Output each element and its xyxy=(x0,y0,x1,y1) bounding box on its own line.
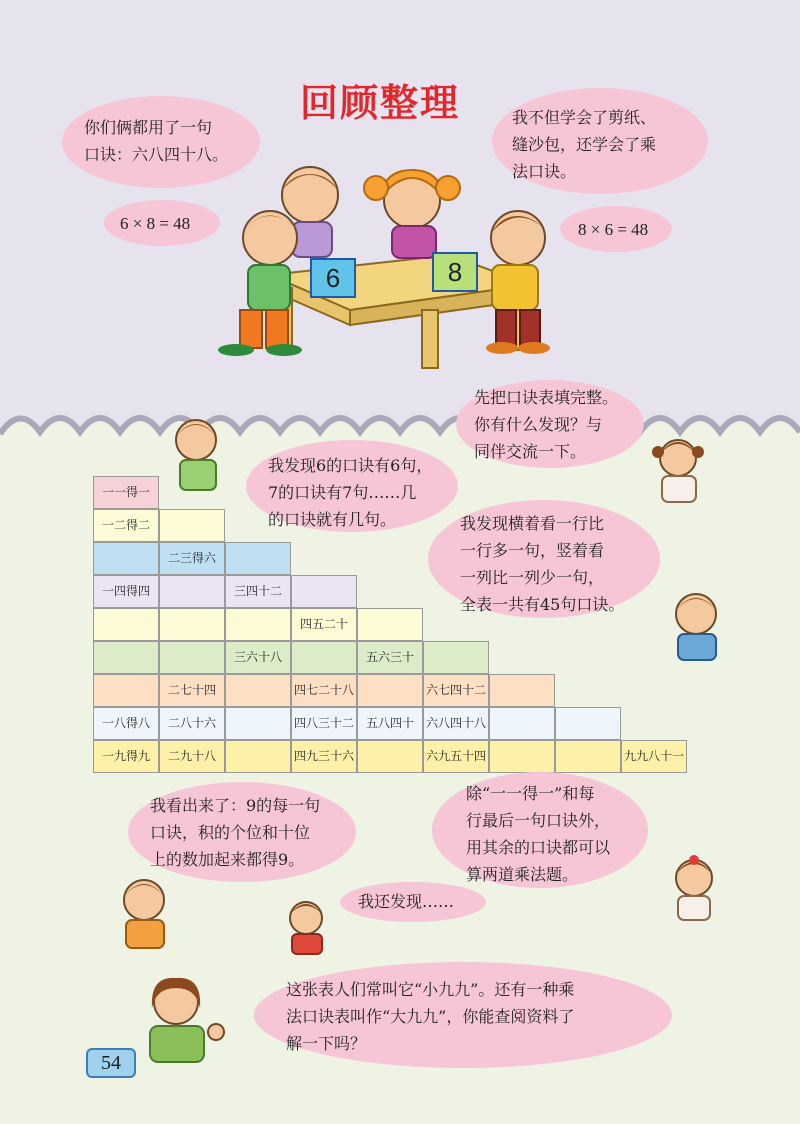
bubble-text-10: 我还发现…… xyxy=(358,892,455,911)
table-cell: 六八四十八 xyxy=(423,707,489,740)
table-cell: 二三得六 xyxy=(159,542,225,575)
teacher-figure xyxy=(136,972,232,1064)
table-cell: 一四得四 xyxy=(93,575,159,608)
table-cell: 一一得一 xyxy=(93,476,159,509)
table-cell: 一二得二 xyxy=(93,509,159,542)
number-card-eight: 8 xyxy=(432,252,478,292)
table-cell: 三六十八 xyxy=(225,641,291,674)
boy-figure-right xyxy=(664,586,728,662)
bubble-text-7: 我发现横着看一行比 一行多一句，竖着看 一列比一列少一句， 全表一共有45句口诀。 xyxy=(460,514,625,614)
table-cell xyxy=(357,674,423,707)
table-cell: 三四十二 xyxy=(225,575,291,608)
table-cell: 六九五十四 xyxy=(423,740,489,773)
table-cell: 一八得八 xyxy=(93,707,159,740)
table-cell: 二八十六 xyxy=(159,707,225,740)
table-cell xyxy=(225,674,291,707)
table-cell xyxy=(357,740,423,773)
table-cell xyxy=(93,674,159,707)
table-cell: 二七十四 xyxy=(159,674,225,707)
table-cell xyxy=(225,707,291,740)
bubble-text-5: 先把口诀表填完整。 你有什么发现？与 同伴交流一下。 xyxy=(474,388,619,461)
table-cell xyxy=(159,641,225,674)
table-cell xyxy=(159,608,225,641)
table-cell xyxy=(555,707,621,740)
girl-figure-bottom-right xyxy=(666,852,722,922)
table-cell xyxy=(93,542,159,575)
table-cell xyxy=(357,608,423,641)
table-cell: 二九十八 xyxy=(159,740,225,773)
table-cell xyxy=(225,740,291,773)
table-cell: 四五二十 xyxy=(291,608,357,641)
bubble-text-3: 6 × 8 = 48 xyxy=(120,214,191,233)
page-title: 回顾整理 xyxy=(300,81,461,125)
table-cell: 一九得九 xyxy=(93,740,159,773)
page-number: 54 xyxy=(86,1048,136,1078)
bubble-text-2: 我不但学会了剪纸、 缝沙包，还学会了乘 法口诀。 xyxy=(512,108,657,181)
table-cell xyxy=(159,509,225,542)
table-cell xyxy=(159,575,225,608)
girl-figure-right xyxy=(648,432,710,504)
number-card-six: 6 xyxy=(310,258,356,298)
boy-figure-small xyxy=(280,896,332,956)
table-cell: 五八四十 xyxy=(357,707,423,740)
table-cell: 四九三十六 xyxy=(291,740,357,773)
kids-table-illustration xyxy=(200,160,560,370)
table-cell xyxy=(291,641,357,674)
table-cell xyxy=(489,740,555,773)
table-cell xyxy=(225,608,291,641)
bubble-text-1: 你们俩都用了一句 口诀：六八四十八。 xyxy=(84,118,229,164)
table-cell: 四七二十八 xyxy=(291,674,357,707)
table-cell: 九九八十一 xyxy=(621,740,687,773)
boy-figure-bottom-left xyxy=(110,872,180,950)
bubble-text-11: 这张表人们常叫它“小九九”。还有一种乘 法口诀表叫作“大九九”，你能查阅资料了 解一下吗？ xyxy=(286,980,575,1053)
bubble-text-9: 除“一一得一”和每 行最后一句口诀外， 用其余的口诀都可以 算两道乘法题。 xyxy=(466,784,611,884)
bubble-text-4: 8 × 6 = 48 xyxy=(578,220,649,239)
table-cell: 四八三十二 xyxy=(291,707,357,740)
table-cell xyxy=(555,740,621,773)
table-cell: 六七四十二 xyxy=(423,674,489,707)
table-cell xyxy=(291,575,357,608)
table-cell xyxy=(489,707,555,740)
table-cell xyxy=(93,608,159,641)
table-cell xyxy=(423,641,489,674)
table-cell xyxy=(225,542,291,575)
table-cell xyxy=(93,641,159,674)
table-cell: 五六三十 xyxy=(357,641,423,674)
table-cell xyxy=(489,674,555,707)
bubble-text-6: 我发现6的口诀有6句， 7的口诀有7句……几 的口诀就有几句。 xyxy=(268,456,433,529)
bubble-text-8: 我看出来了：9的每一句 口诀，积的个位和十位 上的数加起来都得9。 xyxy=(150,796,321,869)
boy-figure-top-left xyxy=(166,412,236,492)
